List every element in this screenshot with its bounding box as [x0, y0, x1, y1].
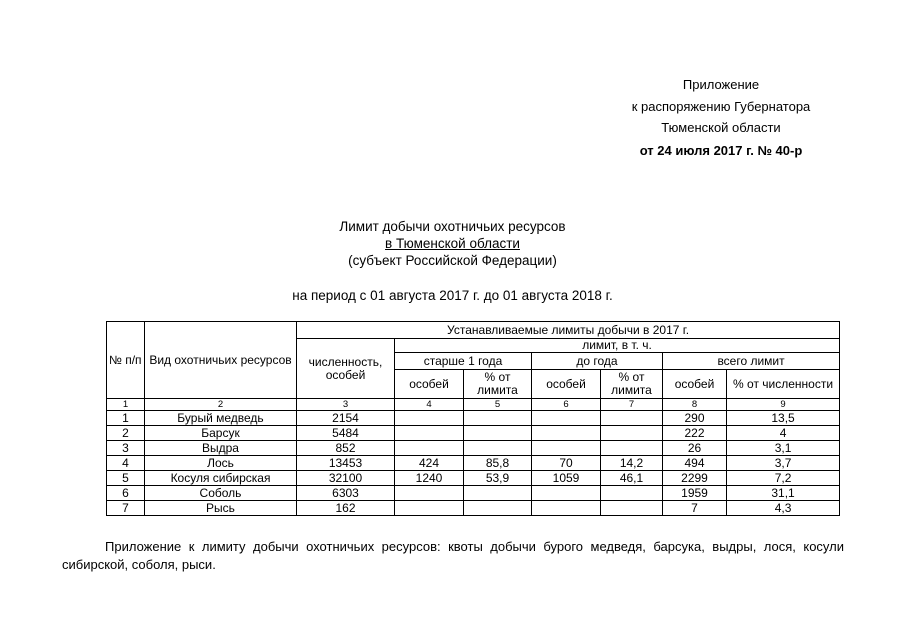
- appendix-order-ref: к распоряжению Губернатора: [631, 99, 811, 114]
- table-cell: [601, 486, 663, 501]
- column-index-cell: 9: [727, 399, 840, 411]
- table-cell: 53,9: [464, 471, 532, 486]
- table-cell: Бурый медведь: [145, 411, 297, 426]
- table-cell: [601, 501, 663, 516]
- table-cell: [464, 501, 532, 516]
- table-cell: Барсук: [145, 426, 297, 441]
- table-cell: [395, 486, 464, 501]
- column-index-cell: 2: [145, 399, 297, 411]
- column-index-row: [107, 399, 840, 411]
- header-older-pct: % от лимита: [464, 370, 532, 399]
- table-cell: 4,3: [727, 501, 840, 516]
- column-index-cell: 3: [297, 399, 395, 411]
- table-row: [107, 501, 840, 516]
- table-cell: 32100: [297, 471, 395, 486]
- column-index-cell: 1: [107, 399, 145, 411]
- header-total: всего лимит: [663, 353, 840, 370]
- period-text: на период с 01 августа 2017 г. до 01 августа 2018 г.: [292, 288, 613, 303]
- table-cell: 31,1: [727, 486, 840, 501]
- table-cell: 85,8: [464, 456, 532, 471]
- appendix-date: от 24 июля 2017 г. № 40-р: [639, 143, 803, 158]
- table-cell: 1: [107, 411, 145, 426]
- table-cell: Выдра: [145, 441, 297, 456]
- table-cell: 6: [107, 486, 145, 501]
- table-cell: 1959: [663, 486, 727, 501]
- header-older-individuals: особей: [395, 370, 464, 399]
- header-limits-group: Устанавливаемые лимиты добычи в 2017 г.: [297, 322, 840, 339]
- table-cell: [464, 441, 532, 456]
- table-cell: [601, 441, 663, 456]
- table-cell: 5: [107, 471, 145, 486]
- appendix-header: [601, 74, 841, 161]
- table-cell: 494: [663, 456, 727, 471]
- title-line-2: в Тюменской области: [385, 236, 520, 251]
- table-cell: 2: [107, 426, 145, 441]
- table-cell: 14,2: [601, 456, 663, 471]
- header-younger-individuals: особей: [532, 370, 601, 399]
- table-cell: 46,1: [601, 471, 663, 486]
- table-cell: Соболь: [145, 486, 297, 501]
- table-cell: [532, 501, 601, 516]
- header-younger: до года: [532, 353, 663, 370]
- table-cell: [532, 441, 601, 456]
- table-row: [107, 441, 840, 456]
- title-line-1: Лимит добычи охотничьих ресурсов: [339, 219, 566, 234]
- table-cell: 424: [395, 456, 464, 471]
- table-cell: [464, 411, 532, 426]
- table-cell: 222: [663, 426, 727, 441]
- table-cell: 7: [663, 501, 727, 516]
- table-cell: Косуля сибирская: [145, 471, 297, 486]
- table-cell: 290: [663, 411, 727, 426]
- appendix-region: Тюменской области: [661, 120, 781, 135]
- note-text: Приложение к лимиту добычи охотничьих ресурсов: квоты добычи бурого медведя, барсука, выдры, лося, косули сибирской, соболя, рыси.: [62, 539, 844, 572]
- table-cell: 26: [663, 441, 727, 456]
- table-cell: [532, 411, 601, 426]
- table-cell: 70: [532, 456, 601, 471]
- table-cell: 4: [727, 426, 840, 441]
- header-total-pct: % от численности: [727, 370, 840, 399]
- limits-table: [106, 321, 840, 516]
- table-cell: [601, 426, 663, 441]
- table-row: [107, 456, 840, 471]
- title-line-3: (субъект Российской Федерации): [348, 253, 557, 268]
- table-row: [107, 486, 840, 501]
- table-cell: [395, 441, 464, 456]
- table-cell: 13,5: [727, 411, 840, 426]
- table-cell: 4: [107, 456, 145, 471]
- table-row: [107, 426, 840, 441]
- table-cell: 5484: [297, 426, 395, 441]
- header-species: Вид охотничьих ресурсов: [145, 322, 297, 399]
- table-cell: 162: [297, 501, 395, 516]
- table-cell: 3,7: [727, 456, 840, 471]
- table-cell: [395, 426, 464, 441]
- table-cell: [532, 486, 601, 501]
- column-index-cell: 4: [395, 399, 464, 411]
- table-cell: 1240: [395, 471, 464, 486]
- header-population: численность, особей: [297, 339, 395, 399]
- table-cell: [464, 486, 532, 501]
- table-cell: 7,2: [727, 471, 840, 486]
- document-title: [0, 218, 905, 269]
- table-cell: 1059: [532, 471, 601, 486]
- column-index-cell: 5: [464, 399, 532, 411]
- table-row: [107, 471, 840, 486]
- table-cell: 7: [107, 501, 145, 516]
- table-row: [107, 411, 840, 426]
- table-cell: [601, 411, 663, 426]
- column-index-cell: 8: [663, 399, 727, 411]
- table-cell: 2154: [297, 411, 395, 426]
- appendix-label: Приложение: [682, 77, 760, 92]
- column-index-cell: 6: [532, 399, 601, 411]
- note-paragraph: [62, 538, 844, 574]
- table-cell: Рысь: [145, 501, 297, 516]
- table-cell: Лось: [145, 456, 297, 471]
- header-total-individuals: особей: [663, 370, 727, 399]
- header-older: старше 1 года: [395, 353, 532, 370]
- table-cell: 2299: [663, 471, 727, 486]
- table-cell: [395, 501, 464, 516]
- table-cell: 852: [297, 441, 395, 456]
- column-index-cell: 7: [601, 399, 663, 411]
- header-younger-pct: % от лимита: [601, 370, 663, 399]
- table-cell: 13453: [297, 456, 395, 471]
- header-limit-incl: лимит, в т. ч.: [395, 339, 840, 353]
- table-cell: 3,1: [727, 441, 840, 456]
- table-cell: 6303: [297, 486, 395, 501]
- table-cell: [532, 426, 601, 441]
- table-cell: [395, 411, 464, 426]
- header-num: № п/п: [107, 322, 145, 399]
- table-cell: 3: [107, 441, 145, 456]
- table-cell: [464, 426, 532, 441]
